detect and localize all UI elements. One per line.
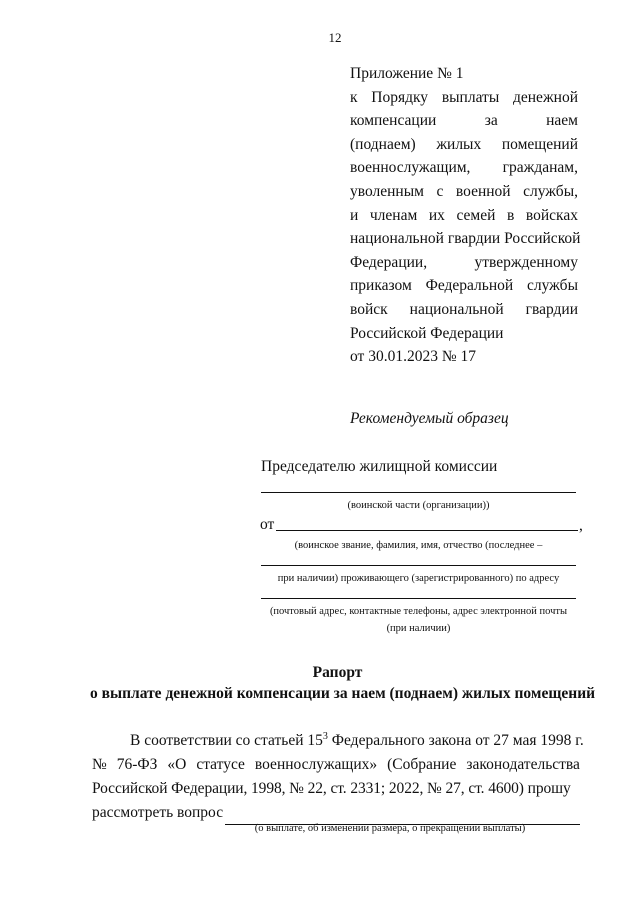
body-line-1-sup: 3 [322,731,328,742]
appendix-line [350,133,578,157]
unit-fill-line [261,492,576,493]
body-line-4 [92,801,580,825]
body-word: законодательства [466,756,580,774]
appendix-line [350,156,578,180]
sample-label: Рекомендуемый образец [350,410,509,427]
address-fill-line [261,598,576,599]
from-label: от [260,516,275,533]
appendix-word: Федерации, [350,253,428,271]
appendix-word: в [507,206,515,224]
appendix-line [350,204,578,228]
appendix-word: Приложение № 1 [350,65,464,82]
body-word: военнослужащих» [254,756,378,774]
appendix-word: уволенным [350,182,424,200]
appendix-line [350,345,578,369]
body-line-3: Российской Федерации, 1998, № 22, ст. 2331; 2022, № 27, ст. 4600) прошу [92,780,571,798]
appendix-word: с [436,182,444,200]
report-title: Рапорт [312,664,363,681]
request-hint: (о выплате, об изменении размера, о прекращении выплаты) [254,823,526,834]
request-label: рассмотреть вопрос [92,804,224,822]
body-word: 76-ФЗ [116,756,158,774]
body-line-2 [92,753,580,777]
rank-hint: (воинское звание, фамилия, имя, отчество (последнее – [294,540,543,551]
appendix-word: службы, [523,182,578,200]
appendix-word: их [428,206,445,224]
appendix-word: Федеральной [425,277,514,295]
appendix-word: национальной [409,300,504,318]
appendix-word: помещений [501,135,578,153]
appendix-word: утвержденному [474,253,578,271]
appendix-word: гвардии [525,300,578,318]
appendix-word: службы [527,277,578,295]
name-fill-line [261,565,576,566]
appendix-block [350,62,581,369]
appendix-word: войск [350,300,388,318]
appendix-line [350,62,578,86]
appendix-line [350,109,578,133]
contacts-hint: (почтовый адрес, контактные телефоны, адрес электронной почты [269,606,568,617]
appendix-word: Российской Федерации [350,324,504,342]
body-line-1-pre: В соответствии со статьей 15 [130,732,323,750]
appendix-word: за [484,112,498,130]
body-word: (Собрание [387,756,457,774]
appendix-word: гражданам, [502,159,578,177]
appendix-line [350,180,578,204]
appendix-word: Порядку [371,88,429,106]
appendix-line [350,274,578,298]
appendix-line [350,86,578,110]
appendix-word: жилых [436,135,482,153]
residence-hint: при наличии) проживающего (зарегистрированного) по адресу [277,573,560,584]
report-subtitle: о выплате денежной компенсации за наем (поднаем) жилых помещений [90,685,596,702]
appendix-word: к [350,88,358,106]
appendix-line [350,298,578,322]
body-line-1 [92,725,584,753]
page-number: 12 [328,30,342,45]
appendix-word: военнослужащим, [350,159,471,177]
appendix-word: компенсации [350,112,437,130]
appendix-word: и [350,206,359,224]
body-word: статусе [196,756,245,774]
from-fill-line [276,530,578,531]
appendix-word: от 30.01.2023 № 17 [350,348,476,366]
body-word: № [92,756,107,774]
appendix-word: наем [546,112,578,130]
appendix-word: военной [455,182,511,200]
appendix-word: войсках [525,206,578,224]
contacts-hint-2: (при наличии) [386,623,451,634]
from-comma: , [579,517,583,534]
appendix-word: национальной гвардии Российской [350,230,581,248]
body-line-1-post: Федерального закона от 27 мая 1998 г. [327,732,584,750]
appendix-word: выплаты [441,88,500,106]
appendix-line [350,322,578,346]
appendix-word: денежной [513,88,578,106]
unit-hint: (воинской части (организации)) [347,500,490,511]
appendix-word: приказом [350,277,412,295]
report-body [92,725,584,825]
addressee-chairman: Председателю жилищной комиссии [261,458,498,475]
appendix-word: членам [369,206,418,224]
appendix-word: семей [456,206,496,224]
appendix-line [350,227,581,251]
appendix-word: (поднаем) [350,135,416,153]
body-word: «О [167,756,187,774]
appendix-line [350,251,578,275]
